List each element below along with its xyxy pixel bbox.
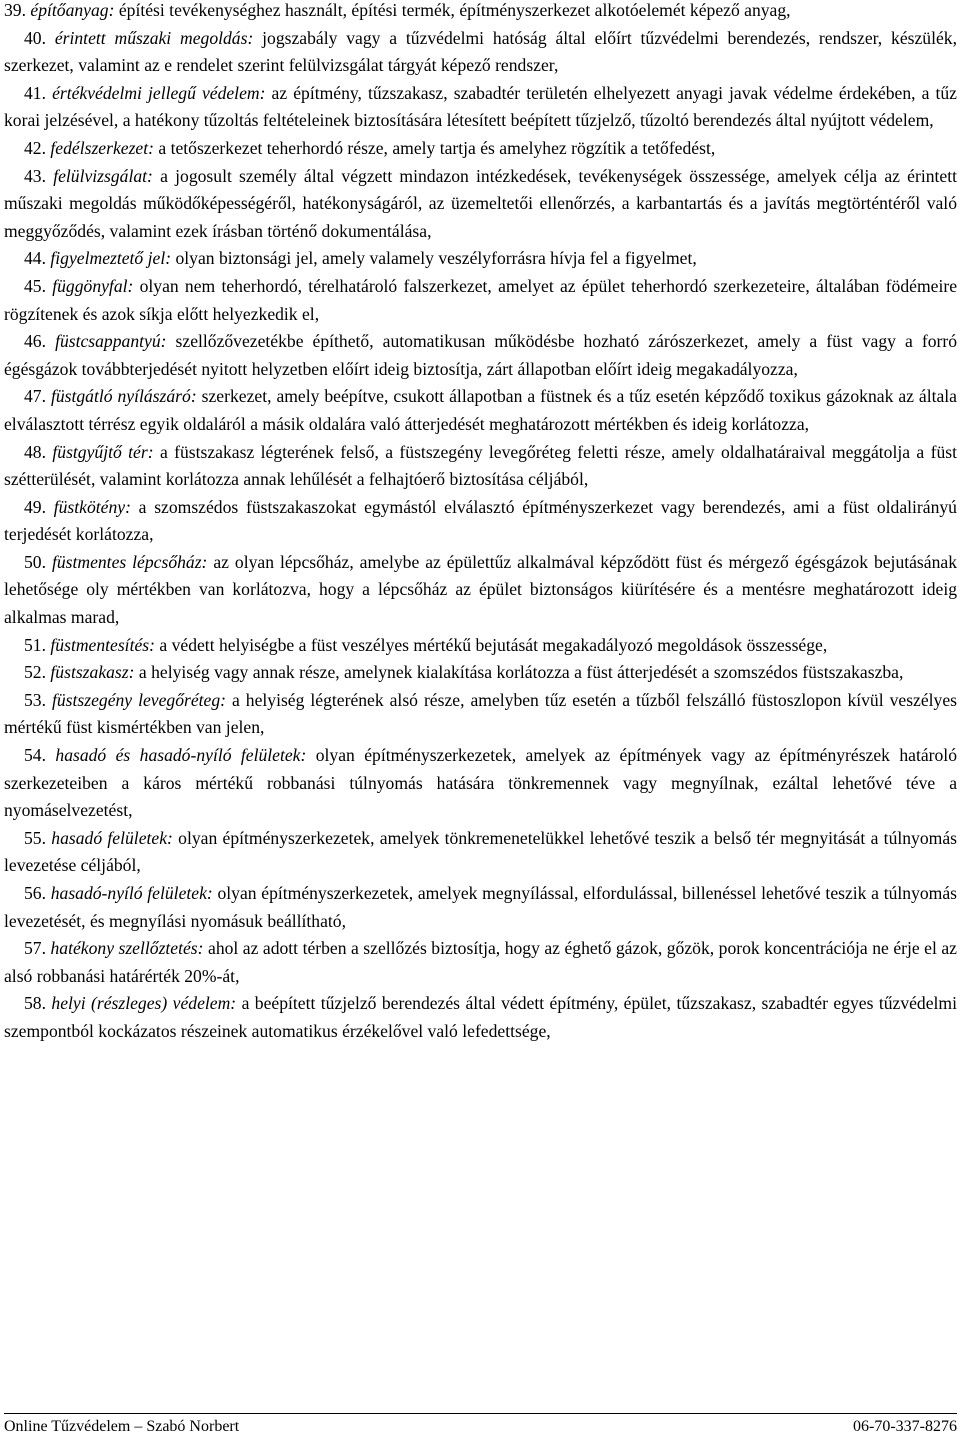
definition-number: 48.: [24, 441, 46, 462]
definition-number: 42.: [24, 137, 46, 158]
definition-item: [4, 494, 957, 549]
definition-item: [4, 25, 957, 80]
definition-text: szerkezet, amely beépítve, csukott állapotban a füstnek és a tűz esetén képződő toxikus gázoknak az általa elválasztott térrész egyik oldaláról a másik oldalára való átterjedését meghatározott mértékben és ideig korlátozza,: [4, 386, 957, 434]
definition-number: 39.: [4, 0, 26, 20]
definition-number: 52.: [24, 662, 46, 683]
definition-term: építőanyag:: [30, 0, 115, 20]
definition-text: a védett helyiségbe a füst veszélyes mértékű bejutását megakadályozó megoldások összessége,: [154, 634, 828, 655]
definition-text: a helyiség légterének alsó része, amelyben tűz esetén a tűzből felszálló füstoszlopon kívül veszélyes mértékű füst kismértékben van jelen,: [4, 689, 957, 738]
definition-item: [4, 549, 957, 632]
definition-text: az építmény, tűzszakasz, szabadtér területén elhelyezett anyagi javak védelme érdekében, a tűz korai jelzésével, a hatékony tűzoltás feltételeinek biztosítására létesített beépített tűzjelző, tűzoltó berendezés által nyújtott védelem,: [4, 82, 957, 131]
definition-number: 54.: [24, 745, 46, 766]
definition-term: hasadó és hasadó-nyíló felületek:: [55, 745, 307, 766]
definition-number: 53.: [24, 689, 46, 710]
definition-text: a helyiség vagy annak része, amelynek kialakítása korlátozza a füst átterjedését a szomszédos füstszakaszba,: [134, 662, 904, 683]
definition-number: 50.: [24, 551, 46, 572]
definition-term: érintett műszaki megoldás:: [54, 27, 254, 48]
definition-number: 58.: [24, 993, 46, 1014]
definition-text: jogszabály vagy a tűzvédelmi hatóság által előírt tűzvédelmi berendezés, rendszer, készülék, szerkezet, valamint az e rendelet szerint felülvizsgálat tárgyát képező rendszer,: [4, 27, 957, 76]
definition-term: füstszegény levegőréteg:: [51, 689, 227, 710]
definition-text: a tetőszerkezet teherhordó része, amely tartja és amelyhez rögzítik a tetőfedést,: [153, 137, 716, 158]
definition-text: ahol az adott térben a szellőzés biztosítja, hogy az éghető gázok, gőzök, porok koncentrációja ne érje el az alsó robbanási határérték 20%-át,: [4, 938, 957, 986]
definition-item: [4, 632, 957, 660]
definition-number: 46.: [24, 331, 46, 352]
definition-item: [4, 742, 957, 825]
definition-number: 41.: [24, 82, 46, 103]
definition-item: [4, 80, 957, 135]
definition-item: [4, 245, 957, 273]
definition-text: olyan építményszerkezetek, amelyek az építmények vagy az építményrészek határoló szerkezeteiben a káros mértékű robbanási túlnyomás hatására tönkremennek vagy megnyílnak, ezáltal lehetővé téve a nyomáselvezetést,: [4, 745, 957, 821]
definition-item: [4, 135, 957, 163]
definition-term: figyelmeztető jel:: [50, 248, 172, 269]
definition-item: [4, 880, 957, 935]
definition-text: olyan biztonsági jel, amely valamely veszélyforrásra hívja fel a figyelmet,: [171, 248, 697, 269]
definition-number: 47.: [24, 386, 46, 407]
definition-text: építési tevékenységhez használt, építési termék, építményszerkezet alkotóelemét képező anyag,: [114, 0, 791, 20]
definition-item: [4, 659, 957, 687]
definition-text: olyan építményszerkezetek, amelyek tönkremenetelükkel lehetővé teszik a belső tér megnyitását a túlnyomás levezetése céljából,: [4, 827, 957, 876]
definition-term: füstszakasz:: [50, 662, 135, 683]
definition-text: szellőzővezetékbe építhető, automatikusan működésbe hozható zárószerkezet, amely a füst vagy a forró égésgázok továbbterjedését nyitott helyzetben előírt ideig biztosítja, zárt állapotban előírt ideig megakadályozza,: [4, 331, 958, 379]
definition-term: hasadó felületek:: [51, 827, 173, 848]
definition-text: az olyan lépcsőház, amelybe az épülettűz alkalmával képződött füst és mérgező égésgázok bejutásának lehetősége oly mértékben van korlátozva, hogy a lépcsőház az épület biztonságos kiürítésére és a mentésre meghatározott ideig alkalmas marad,: [4, 551, 957, 628]
definition-term: füstgátló nyílászáró:: [50, 386, 197, 407]
definition-term: füstcsappantyú:: [55, 331, 167, 352]
document-body: [4, 0, 957, 1046]
definition-number: 55.: [24, 827, 46, 848]
definition-text: olyan építményszerkezetek, amelyek megnyílással, elfordulással, billenéssel lehetővé teszik a túlnyomás levezetését, és megnyílási nyomásuk beállítható,: [4, 883, 957, 931]
definition-term: fedélszerkezet:: [50, 137, 154, 158]
definition-item: [4, 439, 957, 494]
definition-item: [4, 163, 957, 246]
definition-text: a füstszakasz légterének felső, a füstszegény levegőréteg feletti része, amely oldalhatáraival meggátolja a füst szétterülését, valamint korlátozza annak lehűlését a felhajtóerő biztosítása céljából,: [4, 441, 958, 490]
footer-author: Online Tűzvédelem – Szabó Norbert: [4, 1418, 240, 1435]
definition-item: [4, 273, 957, 328]
footer-phone: 06-70-337-8276: [853, 1418, 957, 1435]
definition-number: 51.: [24, 634, 46, 655]
definition-text: a beépített tűzjelző berendezés által védett építmény, épület, tűzszakasz, szabadtér egyes tűzvédelmi szempontból kockázatos részeinek automatikus érzékelővel való lefedettsége,: [4, 993, 957, 1041]
definition-number: 49.: [24, 496, 46, 517]
definition-item: [4, 825, 957, 880]
definition-number: 56.: [24, 883, 46, 903]
definition-term: felülvizsgálat:: [53, 165, 153, 186]
definition-number: 45.: [24, 275, 46, 296]
definition-term: hasadó-nyíló felületek:: [50, 883, 213, 903]
definition-item: [4, 687, 957, 742]
definition-item: [4, 328, 957, 383]
definition-item: [4, 935, 957, 990]
definition-number: 44.: [24, 248, 46, 269]
definition-term: értékvédelmi jellegű védelem:: [52, 82, 266, 103]
definition-text: a szomszédos füstszakaszokat egymástól elválasztó építményszerkezet vagy berendezés, ami a füst oldalirányú terjedését korlátozza,: [4, 496, 957, 545]
definition-item: [4, 0, 957, 25]
definition-term: füstmentesítés:: [50, 634, 155, 655]
definition-number: 43.: [24, 165, 46, 186]
definition-term: helyi (részleges) védelem:: [51, 993, 237, 1014]
definition-text: olyan nem teherhordó, térelhatároló falszerkezet, amelyet az épület teherhordó szerkezeteire, általában födémeire rögzítenek és azok síkja előtt helyezkedik el,: [4, 275, 957, 324]
definition-term: füstgyűjtő tér:: [52, 441, 154, 462]
definition-number: 57.: [24, 938, 46, 959]
page-footer: [4, 1413, 957, 1438]
definition-term: füstmentes lépcsőház:: [51, 551, 208, 572]
definition-number: 40.: [24, 27, 46, 48]
definition-term: függönyfal:: [52, 275, 134, 296]
definition-term: füstkötény:: [53, 496, 131, 517]
definition-item: [4, 383, 957, 438]
definition-item: [4, 990, 957, 1045]
definition-term: hatékony szellőztetés:: [50, 938, 204, 959]
definition-text: a jogosult személy által végzett mindazon intézkedések, tevékenységek összessége, amelyek célja az érintett műszaki megoldás működőképességéről, hatékonyságáról, az üzemeltetői ellenőrzés, a karbantartás és a javítás megtörténtéről való meggyőződés, valamint ezek írásban történő dokumentálása,: [4, 165, 957, 241]
